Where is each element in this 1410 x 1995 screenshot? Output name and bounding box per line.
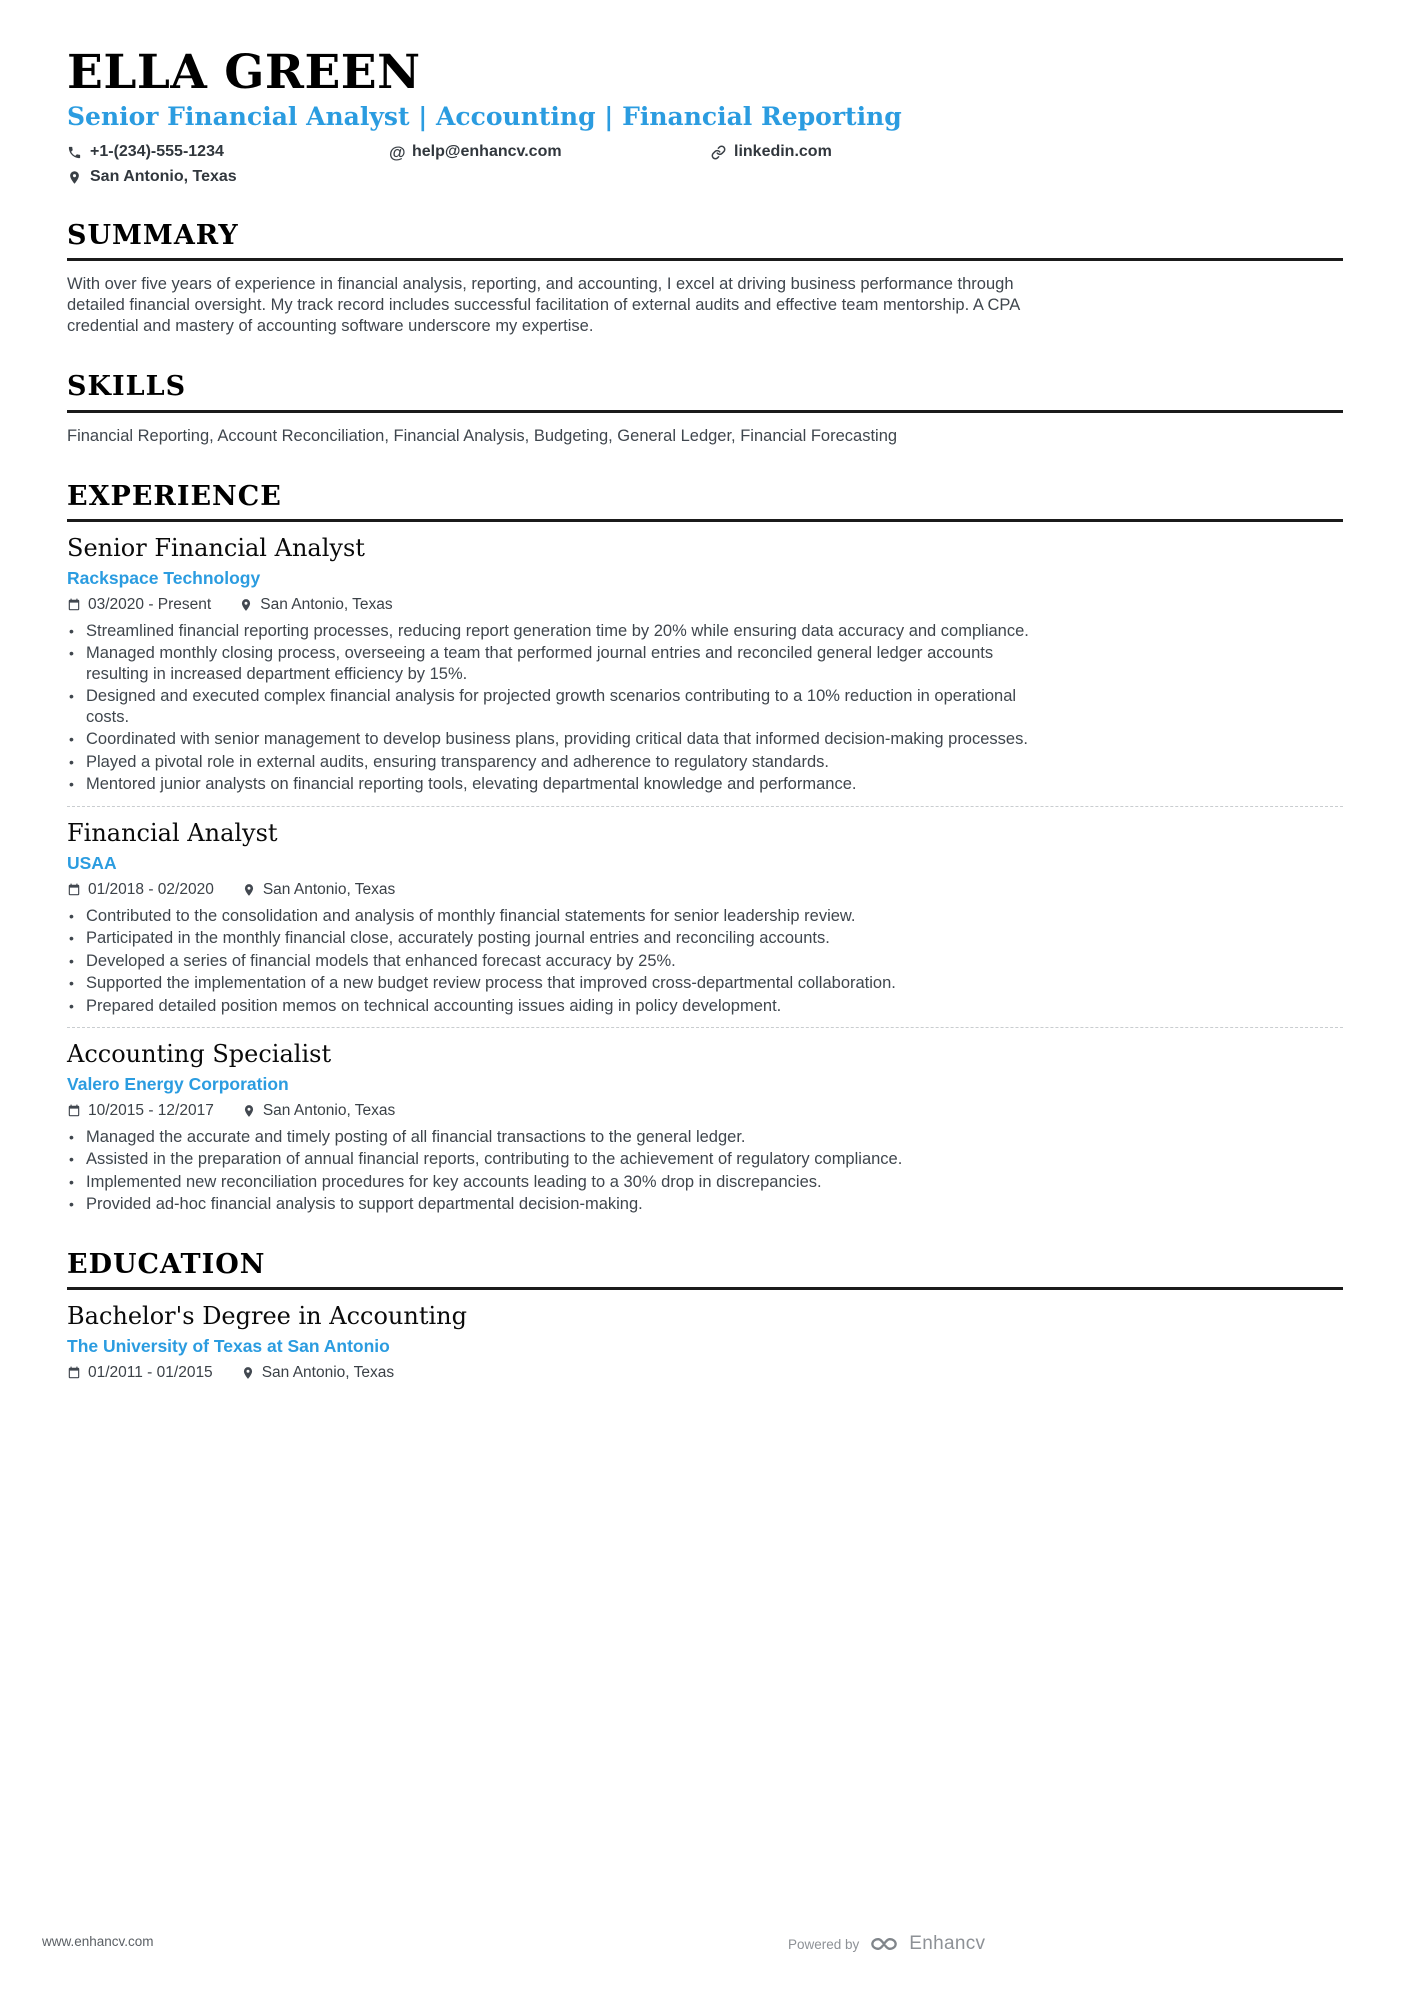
bullet-item (67, 686, 1343, 727)
candidate-name: ELLA GREEN (67, 45, 421, 100)
education-dates (67, 1364, 213, 1382)
bullet-text: Played a pivotal role in external audits, ensuring transparency and adherence to regulatory standards. (86, 752, 829, 771)
resume-header (67, 45, 1343, 186)
entry-divider (67, 1027, 1343, 1028)
bullet-item (67, 752, 1343, 773)
degree-title: Bachelor's Degree in Accounting (67, 1302, 467, 1331)
location-row (67, 168, 1343, 186)
summary-section (67, 222, 1343, 337)
phone-icon (67, 145, 82, 160)
location-item (67, 168, 237, 186)
calendar-icon (67, 598, 81, 612)
skills-text: Financial Reporting, Account Reconciliation, Financial Analysis, Budgeting, General Ledger, Financial Forecasting (67, 426, 898, 445)
job-bullet-list (67, 621, 1343, 795)
job-location (242, 1102, 395, 1120)
education-meta-row (67, 1364, 1343, 1382)
bullet-text: Supported the implementation of a new budget review process that improved cross-departmental collaboration. (86, 974, 896, 993)
bullet-marker: • (69, 776, 74, 793)
experience-section (67, 480, 1343, 1215)
bullet-item (67, 951, 1343, 972)
bullet-item (67, 774, 1343, 795)
bullet-text: Developed a series of financial models that enhanced forecast accuracy by 25%. (86, 951, 676, 970)
location-pin-icon (242, 1104, 256, 1118)
bullet-marker: • (69, 997, 74, 1014)
job-bullet-list (67, 906, 1343, 1017)
bullet-marker: • (69, 731, 74, 748)
job-entry (67, 534, 1343, 795)
bullet-marker: • (69, 975, 74, 992)
bullet-marker: • (69, 645, 74, 662)
bullet-item (67, 621, 1343, 642)
skills-section (67, 373, 1343, 446)
bullet-marker: • (69, 907, 74, 924)
bullet-marker: • (69, 1173, 74, 1190)
linkedin-text: linkedin.com (734, 143, 832, 161)
job-company: Valero Energy Corporation (67, 1073, 289, 1094)
location-pin-icon (67, 170, 82, 185)
bullet-marker: • (69, 688, 74, 705)
bullet-item (67, 973, 1343, 994)
bullet-marker: • (69, 1128, 74, 1145)
location-pin-icon (242, 883, 256, 897)
experience-heading: EXPERIENCE (67, 483, 1343, 522)
bullet-item (67, 996, 1343, 1017)
bullet-text: Assisted in the preparation of annual financial reports, contributing to the achievement of regulatory compliance. (86, 1150, 903, 1169)
bullet-text: Implemented new reconciliation procedures for key accounts leading to a 30% drop in discrepancies. (86, 1172, 822, 1191)
location-text: San Antonio, Texas (90, 168, 237, 186)
bullet-item (67, 1172, 1343, 1193)
summary-heading: SUMMARY (67, 222, 1343, 261)
bullet-text: Coordinated with senior management to develop business plans, providing critical data that informed decision-making processes. (86, 730, 1028, 749)
job-dates-text: 03/2020 - Present (88, 595, 212, 613)
job-dates (67, 1102, 214, 1120)
bullet-text: Provided ad-hoc financial analysis to support departmental decision-making. (86, 1195, 643, 1214)
job-meta-row (67, 1102, 1343, 1120)
bullet-text: Participated in the monthly financial close, accurately posting journal entries and reconciling accounts. (86, 929, 830, 948)
bullet-text: Mentored junior analysts on financial reporting tools, elevating departmental knowledge and performance. (86, 775, 857, 794)
linkedin-contact[interactable] (711, 143, 832, 161)
summary-text: With over five years of experience in financial analysis, reporting, and accounting, I excel at driving business performance through detailed financial oversight. My track record includes successful facilitation of external audits and effective team mentorship. A CPA credential and mastery of accounting software underscore my expertise. (67, 275, 1020, 336)
entry-divider (67, 806, 1343, 807)
bullet-item (67, 1149, 1343, 1170)
bullet-text: Managed monthly closing process, overseeing a team that performed journal entries and reconciled general ledger accounts resulting in increased department efficiency by 15%. (86, 644, 994, 683)
location-pin-icon (239, 598, 253, 612)
bullet-text: Designed and executed complex financial analysis for projected growth scenarios contributing to a 10% reduction in operational costs. (86, 687, 1017, 726)
bullet-marker: • (69, 622, 74, 639)
email-contact[interactable] (389, 143, 711, 161)
bullet-text: Managed the accurate and timely posting of all financial transactions to the general ledger. (86, 1127, 746, 1146)
job-company: USAA (67, 852, 117, 873)
brand-name: Enhancv (909, 1933, 986, 1954)
bullet-text: Streamlined financial reporting processes, reducing report generation time by 20% while ensuring data accuracy and compliance. (86, 621, 1029, 640)
bullet-item (67, 643, 1343, 684)
job-meta-row (67, 881, 1343, 899)
email-address: help@enhancv.com (412, 143, 562, 161)
education-location-text: San Antonio, Texas (261, 1363, 395, 1381)
skills-heading: SKILLS (67, 373, 1343, 412)
bullet-item (67, 1194, 1343, 1215)
at-icon: @ (389, 142, 406, 162)
job-dates-text: 10/2015 - 12/2017 (88, 1101, 214, 1119)
bullet-text: Contributed to the consolidation and analysis of monthly financial statements for senior leadership review. (86, 906, 856, 925)
bullet-text: Prepared detailed position memos on technical accounting issues aiding in policy development. (86, 996, 782, 1015)
job-title: Financial Analyst (67, 818, 278, 847)
job-title: Senior Financial Analyst (67, 533, 365, 562)
school-name: The University of Texas at San Antonio (67, 1335, 390, 1356)
calendar-icon (67, 1104, 81, 1118)
job-entry (67, 1040, 1343, 1215)
bullet-marker: • (69, 753, 74, 770)
bullet-marker: • (69, 930, 74, 947)
job-location (242, 881, 395, 899)
bullet-item (67, 928, 1343, 949)
education-location (241, 1364, 394, 1382)
footer-brand[interactable] (788, 1933, 985, 1955)
education-section (67, 1248, 1343, 1382)
bullet-item (67, 729, 1343, 750)
job-company: Rackspace Technology (67, 567, 261, 588)
candidate-headline: Senior Financial Analyst | Accounting | Financial Reporting (67, 102, 902, 132)
bullet-item (67, 906, 1343, 927)
education-dates-text: 01/2011 - 01/2015 (88, 1363, 213, 1381)
bullet-marker: • (69, 1151, 74, 1168)
job-dates (67, 881, 214, 899)
job-location-text: San Antonio, Texas (260, 595, 393, 613)
job-dates-text: 01/2018 - 02/2020 (88, 880, 214, 898)
job-title: Accounting Specialist (67, 1040, 332, 1069)
contact-row (67, 143, 1343, 161)
education-heading: EDUCATION (67, 1251, 1343, 1290)
job-dates (67, 596, 211, 614)
job-bullet-list (67, 1127, 1343, 1215)
link-icon (711, 145, 726, 160)
powered-by-label: Powered by (788, 1936, 860, 1952)
footer-website-link[interactable]: www.enhancv.com (42, 1934, 154, 1949)
enhancv-logo-icon (869, 1936, 899, 1952)
bullet-marker: • (69, 952, 74, 969)
job-meta-row (67, 596, 1343, 614)
calendar-icon (67, 1366, 81, 1380)
phone-contact[interactable] (67, 143, 389, 161)
job-entry (67, 819, 1343, 1016)
calendar-icon (67, 883, 81, 897)
job-location-text: San Antonio, Texas (262, 1101, 396, 1119)
bullet-marker: • (69, 1196, 74, 1213)
job-location-text: San Antonio, Texas (262, 880, 396, 898)
location-pin-icon (241, 1366, 255, 1380)
job-location (239, 596, 392, 614)
phone-number: +1-(234)-555-1234 (90, 143, 224, 161)
bullet-item (67, 1127, 1343, 1148)
